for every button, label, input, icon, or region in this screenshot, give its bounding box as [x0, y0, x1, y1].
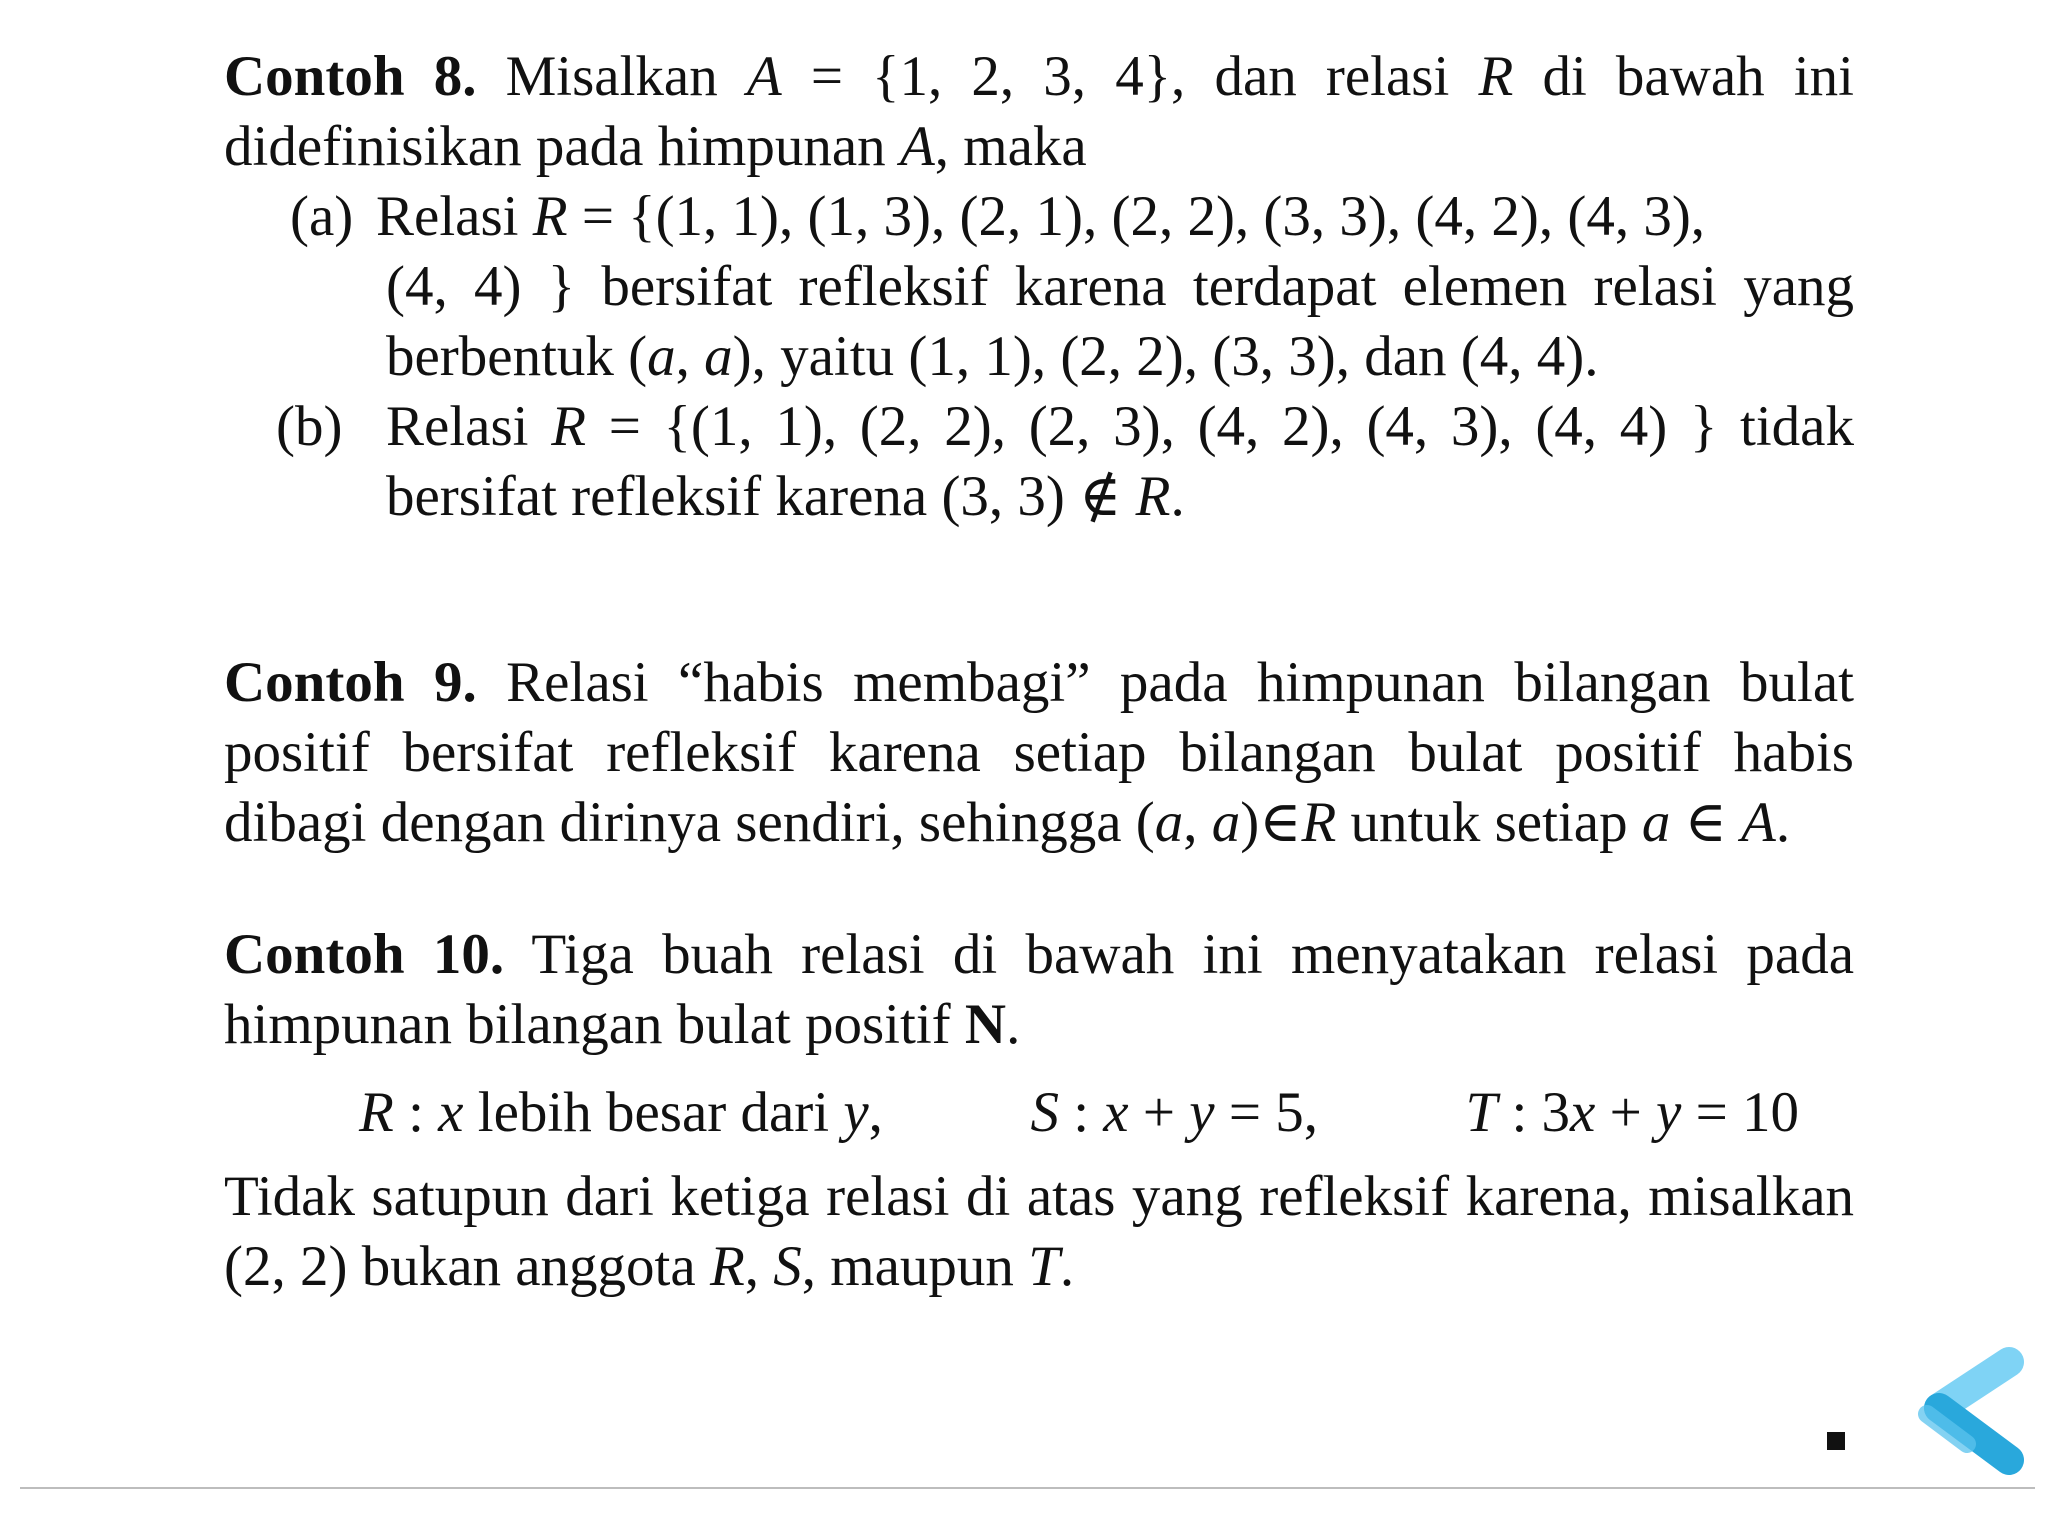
- formula-s: S : x + y = 5,: [1030, 1081, 1318, 1144]
- example-9-title: Contoh 9.: [224, 651, 477, 714]
- example-10-conclusion: Tidak satupun dari ketiga relasi di atas yang refleksif karena, misalkan (2, 2) bukan anggota R, S, maupun T.: [224, 1165, 1854, 1298]
- formula-t: T : 3x + y = 10: [1465, 1081, 1799, 1144]
- footer-divider: [20, 1487, 2035, 1489]
- item-b-text: Relasi R = {(1, 1), (2, 2), (2, 3), (4, 2), (4, 3), (4, 4) } tidak bersifat refleksif karena (3, 3) ∉ R.: [386, 395, 1854, 528]
- relation-formulas: [359, 1078, 1799, 1148]
- example-8-title: Contoh 8.: [224, 45, 477, 108]
- example-8-item-b: [224, 392, 1854, 532]
- document-page: [224, 42, 1854, 1302]
- example-8-items: [224, 182, 1854, 532]
- example-10-title: Contoh 10.: [224, 923, 505, 986]
- formula-r: R : x lebih besar dari y,: [359, 1081, 883, 1144]
- example-8-item-a: [224, 182, 1854, 252]
- item-a-continuation: (4, 4) } bersifat refleksif karena terdapat elemen relasi yang berbentuk (a, a), yaitu (1, 1), (2, 2), (3, 3), dan (4, 4).: [386, 255, 1854, 388]
- item-a-first-line: Relasi R = {(1, 1), (1, 3), (2, 1), (2, 2), (3, 3), (4, 2), (4, 3),: [376, 185, 1706, 248]
- example-9-paragraph: Contoh 9. Relasi “habis membagi” pada himpunan bilangan bulat positif bersifat refleksif karena setiap bilangan bulat positif habis dibagi dengan dirinya sendiri, sehingga (a, a)∈R untuk setiap a ∈ A.: [224, 651, 1855, 854]
- example-8-intro: Contoh 8. Misalkan A = {1, 2, 3, 4}, dan relasi R di bawah ini didefinisikan pada himpunan A, maka: [224, 45, 1855, 178]
- item-b-label: (b): [276, 395, 343, 458]
- example-10-intro: Contoh 10. Tiga buah relasi di bawah ini menyatakan relasi pada himpunan bilangan bulat positif N.: [224, 923, 1854, 1056]
- end-of-proof-square-icon: [1827, 1432, 1845, 1450]
- item-a-label: (a): [290, 185, 354, 248]
- chevron-left-logo-icon: [1905, 1342, 2035, 1478]
